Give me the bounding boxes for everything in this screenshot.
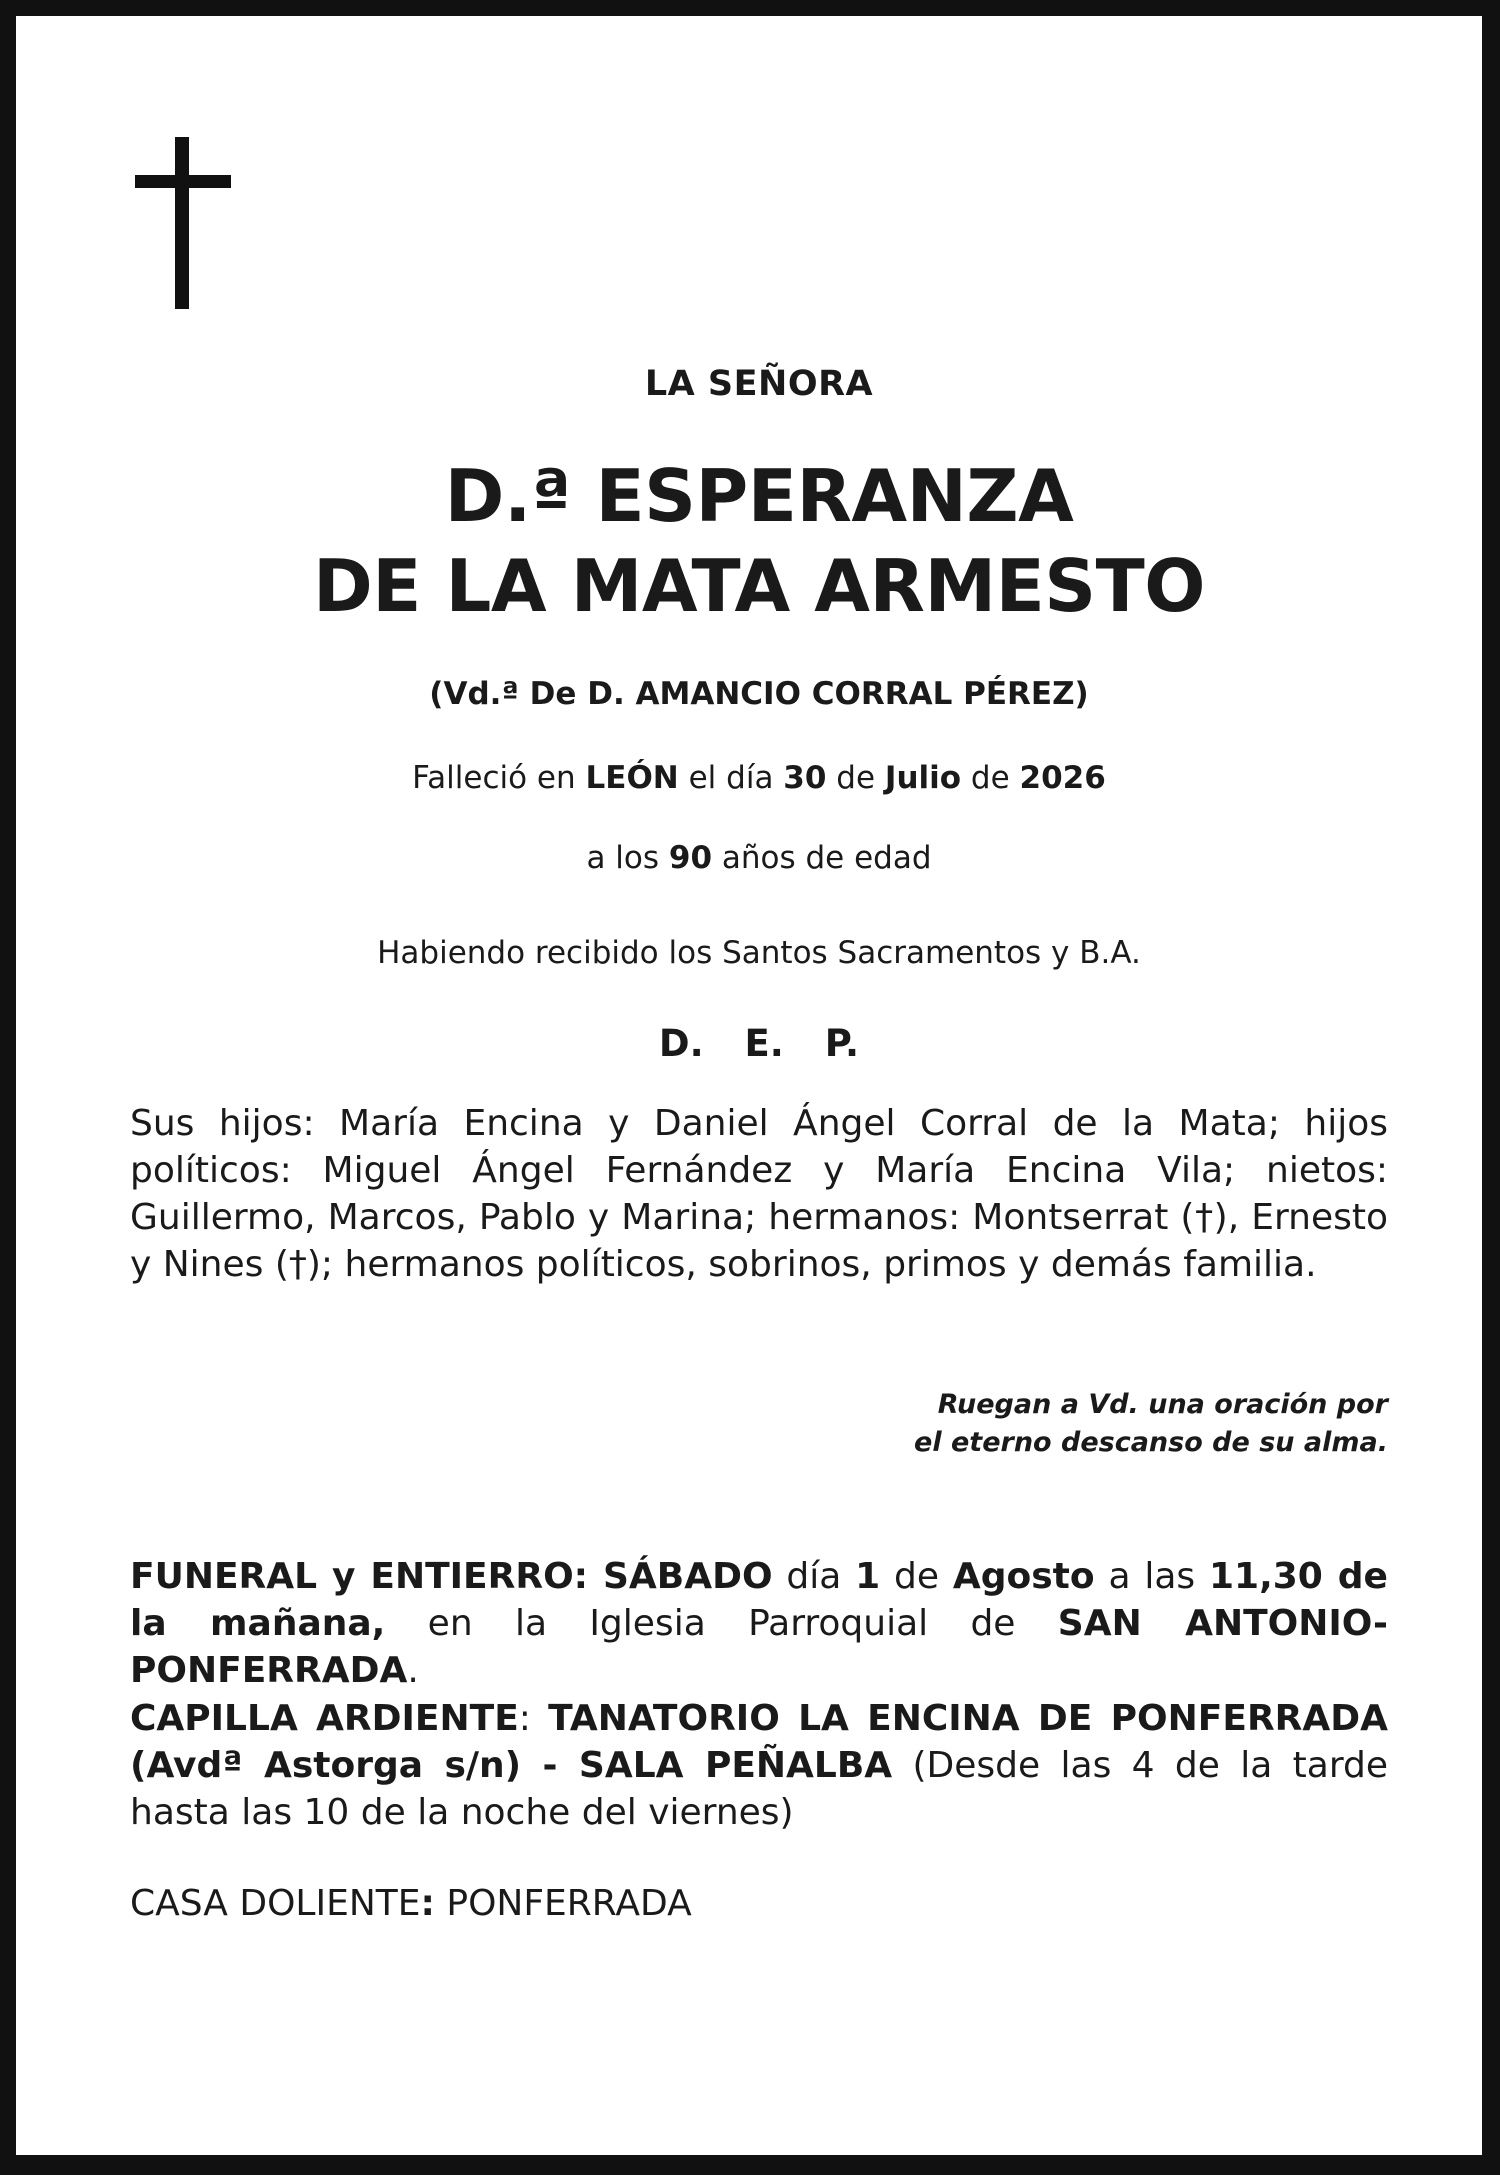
- casa-place: PONFERRADA: [446, 1883, 692, 1924]
- funeral-time: 11,30 de la mañana,: [130, 1556, 1388, 1644]
- capilla-label: CAPILLA ARDIENTE: [130, 1698, 519, 1739]
- death-year: 2026: [1019, 760, 1106, 796]
- sacraments: Habiendo recibido los Santos Sacramentos y B.A.: [377, 935, 1141, 971]
- death-place: LEÓN: [585, 760, 679, 796]
- latin-cross-icon: [135, 137, 231, 309]
- family-paragraph: Sus hijos: María Encina y Daniel Ángel Corral de la Mata; hijos políticos: Miguel Ángel Fernández y María Encina Vila; nietos: Guillermo, Marcos, Pablo y Marina; hermanos: Montserrat (†), Ernesto y Nines (†); hermanos políticos, sobrinos, primos y demás familia.: [130, 1103, 1388, 1285]
- funeral-church: SAN ANTONIO- PONFERRADA: [130, 1603, 1388, 1691]
- widow-of: (Vd.ª De D. AMANCIO CORRAL PÉREZ): [429, 676, 1089, 712]
- funeral-label: FUNERAL y ENTIERRO: SÁBADO: [130, 1556, 773, 1597]
- casa-label: CASA DOLIENTE: [130, 1883, 421, 1924]
- age-info: a los 90 años de edad: [586, 840, 932, 876]
- capilla-hours: (Desde las 4 de la tarde hasta las 10 de la noche del viernes): [130, 1745, 1388, 1833]
- funeral-info: FUNERAL y ENTIERRO: SÁBADO día 1 de Agosto a las 11,30 de la mañana, en la Iglesia Parroquial de SAN ANTONIO- PONFERRADA.: [130, 1556, 1388, 1691]
- deceased-name-line2: DE LA MATA ARMESTO: [313, 544, 1205, 628]
- title: LA SEÑORA: [644, 364, 874, 404]
- death-month: Julio: [884, 760, 962, 796]
- death-day: 30: [783, 760, 827, 796]
- deceased-name-line1: D.ª ESPERANZA: [444, 454, 1074, 538]
- capilla-ardiente-info: CAPILLA ARDIENTE: TANATORIO LA ENCINA DE PONFERRADA (Avdª Astorga s/n) - SALA PEÑALBA (Desde las 4 de la tarde hasta las 10 de la noche del viernes): [130, 1698, 1388, 1833]
- casa-doliente-info: CASA DOLIENTE: PONFERRADA: [130, 1883, 692, 1924]
- dep-abbreviation: D. E. P.: [658, 1022, 860, 1065]
- death-info: Falleció en LEÓN el día 30 de Julio de 2026: [412, 760, 1106, 796]
- age-years: 90: [668, 840, 713, 876]
- funeral-month: Agosto: [952, 1556, 1095, 1597]
- funeral-day: 1: [855, 1556, 881, 1597]
- prayer-request: Ruegan a Vd. una oración por el eterno descanso de su alma.: [914, 1389, 1388, 1458]
- capilla-place: TANATORIO LA ENCINA DE PONFERRADA (Avdª Astorga s/n) - SALA PEÑALBA: [130, 1698, 1388, 1786]
